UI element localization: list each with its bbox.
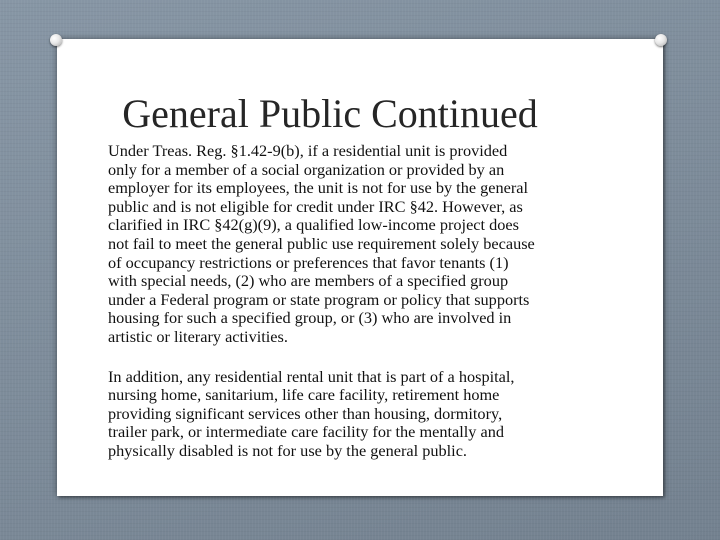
body-paragraph-1: Under Treas. Reg. §1.42-9(b), if a residential unit is provided only for a member of a social organization or provided by an employer for its employees, the unit is not for use by the general public and is not eligible for credit under IRC §42. However, as clarified in IRC §42(g)(9), a qualified low-income project does not fail to meet the general public use requirement solely because of occupancy restrictions or preferences that favor tenants (1) with special needs, (2) who are members of a specified group under a Federal program or state program or policy that supports housing for such a specified group, or (3) who are involved in artistic or literary activities. <box>108 141 535 346</box>
pushpin-icon <box>655 34 667 46</box>
pushpin-icon <box>50 34 62 46</box>
slide-body <box>108 142 648 461</box>
body-paragraph-2: In addition, any residential rental unit that is part of a hospital, nursing home, sanitarium, life care facility, retirement home providing significant services other than housing, dormitory, trailer park, or intermediate care facility for the mentally and physically disabled is not for use by the general public. <box>108 366 515 460</box>
slide-title: General Public Continued <box>122 91 538 136</box>
